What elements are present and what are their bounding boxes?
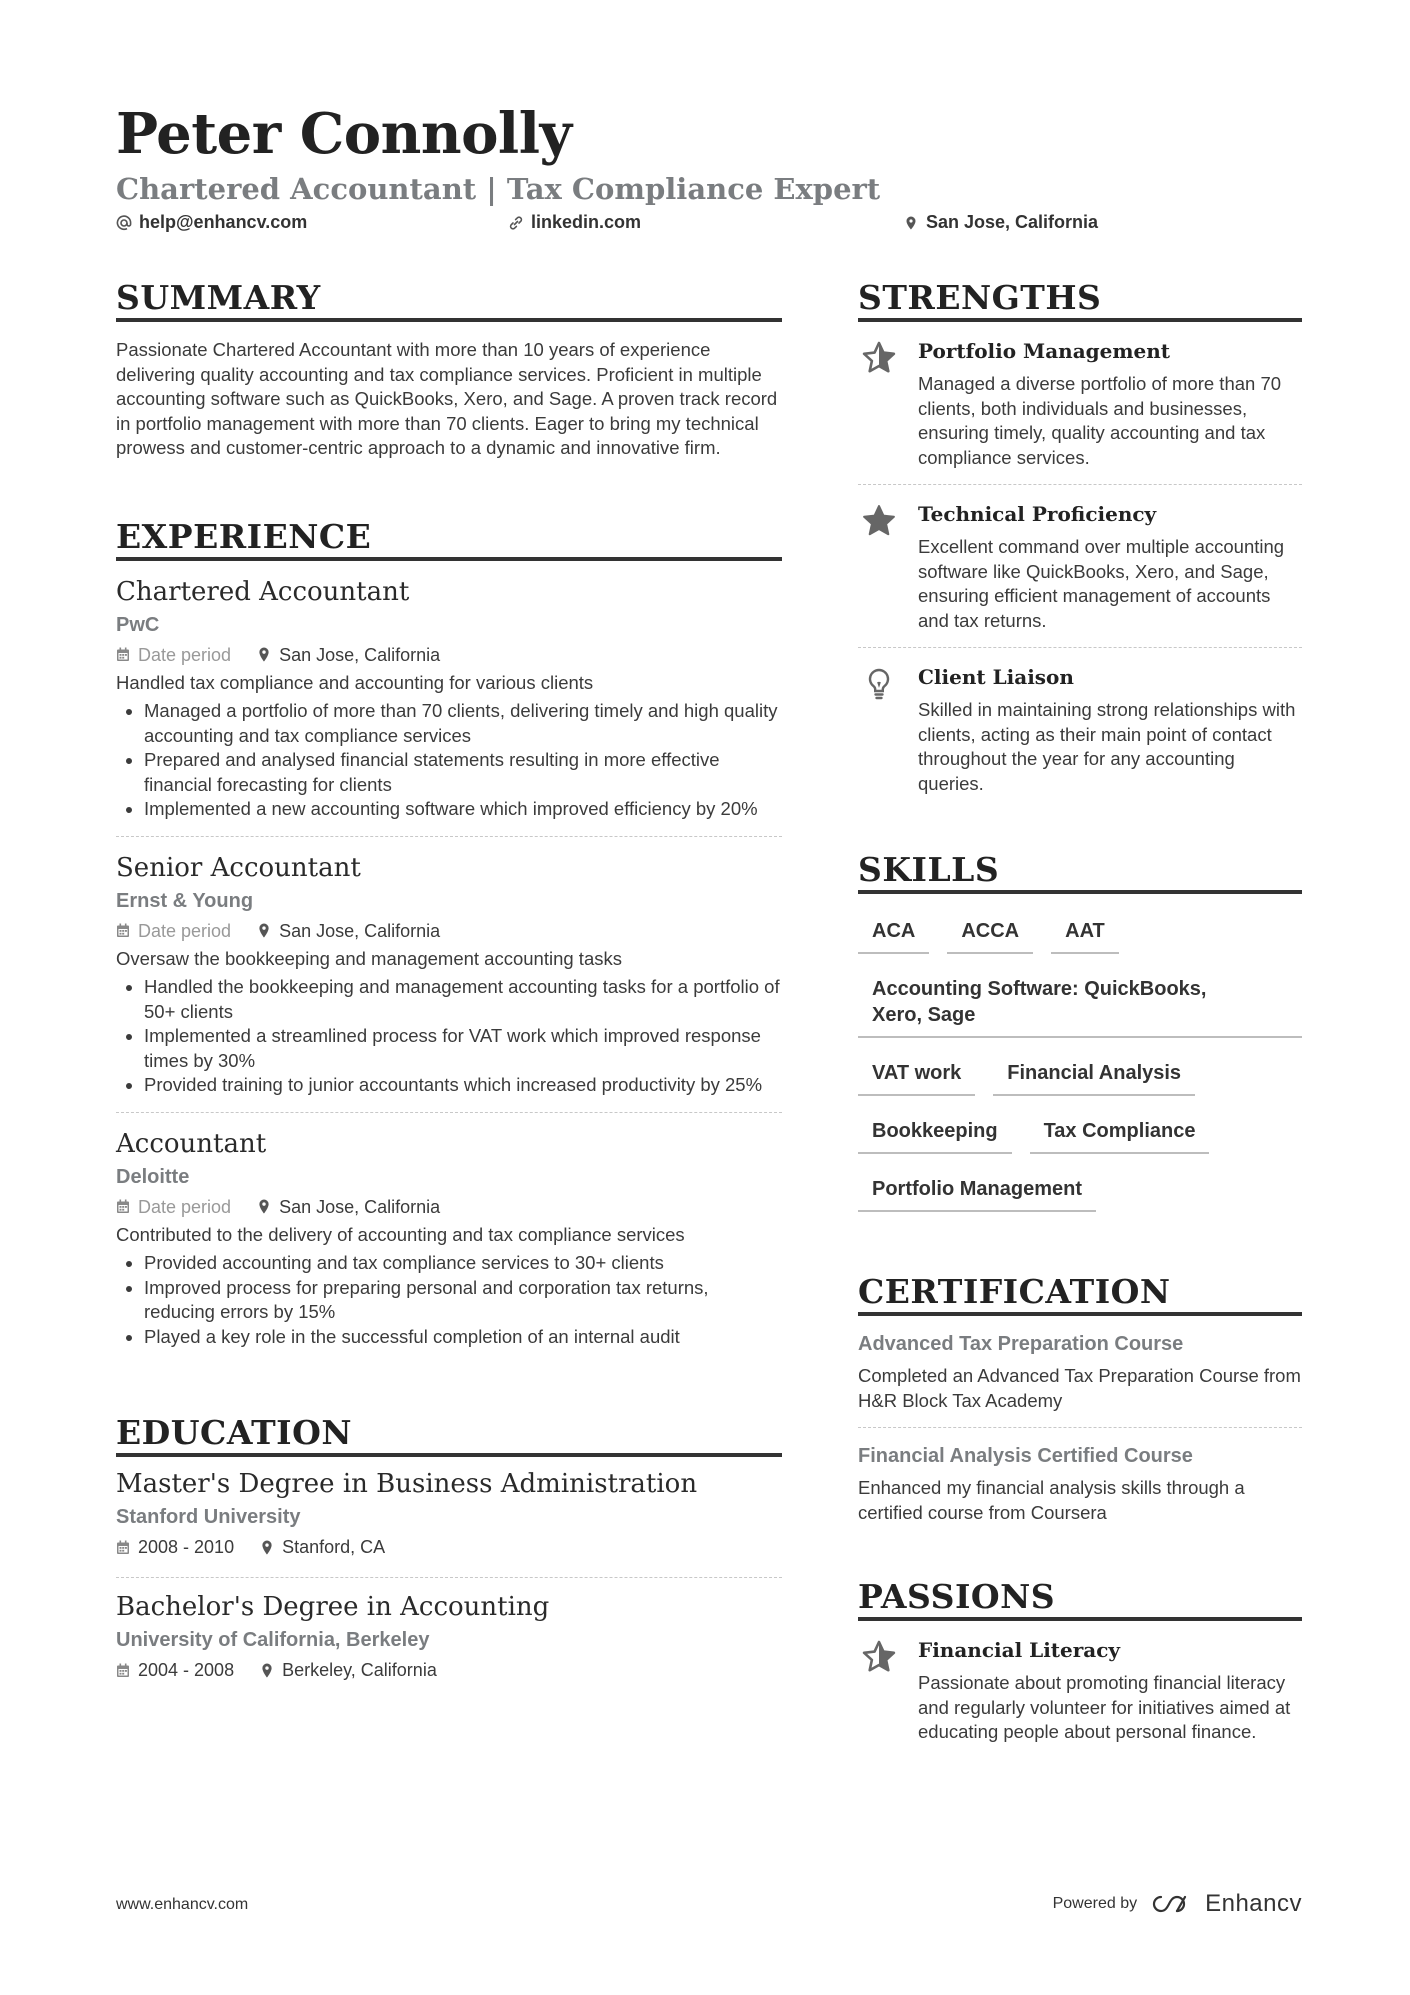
powered-by-label: Powered by: [1052, 1895, 1138, 1912]
skill-tag: Accounting Software: QuickBooks, Xero, Sage: [858, 962, 1302, 1038]
at-icon: [116, 215, 132, 231]
calendar-icon: [116, 647, 130, 662]
calendar-icon: [116, 1663, 130, 1678]
passion-title: Financial Literacy: [918, 1638, 1121, 1662]
certification-title: Advanced Tax Preparation Course: [858, 1333, 1184, 1355]
certification-text: Completed an Advanced Tax Preparation Course from H&R Block Tax Academy: [858, 1365, 1301, 1411]
calendar-icon: [116, 923, 130, 938]
company-name: Ernst & Young: [116, 889, 254, 912]
footer-site-link[interactable]: www.enhancv.com: [116, 1896, 249, 1913]
location-pin-icon: [260, 1663, 274, 1678]
job-bullet: • Provided training to junior accountants which increased productivity by 25%: [144, 1073, 782, 1098]
calendar-icon: [116, 1540, 130, 1555]
strength-title: Client Liaison: [918, 665, 1074, 689]
job-bullets: [116, 975, 782, 1098]
section-heading: SUMMARY: [116, 278, 782, 322]
location-pin-icon: [260, 1540, 274, 1555]
job-bullet: • Implemented a new accounting software which improved efficiency by 20%: [144, 797, 782, 822]
contact-email[interactable]: [116, 212, 307, 233]
job-location: San Jose, California: [279, 920, 441, 941]
education-meta: [116, 1535, 782, 1559]
job-location: San Jose, California: [279, 644, 441, 665]
enhancv-logo-icon: [1151, 1893, 1197, 1915]
experience-entry: [116, 561, 782, 837]
education-list: [116, 1457, 782, 1700]
passion-item: [858, 1621, 1302, 1759]
job-bullet: • Improved process for preparing personal and corporation tax returns, reducing errors by 15%: [144, 1276, 782, 1325]
calendar-icon: [116, 1199, 130, 1214]
location-pin-icon: [257, 647, 271, 662]
linkedin-text: linkedin.com: [531, 212, 642, 232]
job-description: Oversaw the bookkeeping and management accounting tasks: [116, 947, 622, 969]
skill-tag: ACCA: [947, 904, 1033, 954]
passion-text: Passionate about promoting financial literacy and regularly volunteer for initiatives aimed at educating people about personal finance.: [918, 1672, 1291, 1742]
location-pin-icon: [257, 923, 271, 938]
education-date: 2004 - 2008: [138, 1660, 235, 1680]
enhancv-logo[interactable]: [1151, 1890, 1302, 1918]
email-text: help@enhancv.com: [139, 212, 308, 232]
job-bullets: [116, 699, 782, 822]
summary-text: Passionate Chartered Accountant with more than 10 years of experience delivering quality accounting and tax compliance services. Proficient in multiple accounting software such as QuickBooks, Xero, and Sage. A proven track record in portfolio management with more than 70 clients. Eager to bring my technical prowess and customer-centric approach to a dynamic and innovative firm.: [116, 339, 778, 458]
experience-entry: [116, 1113, 782, 1364]
location-pin-icon: [903, 215, 919, 231]
job-bullet: • Provided accounting and tax compliance services to 30+ clients: [144, 1251, 782, 1276]
certification-title: Financial Analysis Certified Course: [858, 1445, 1193, 1467]
section-heading: CERTIFICATION: [858, 1272, 1302, 1316]
degree-name: Master's Degree in Business Administration: [116, 1469, 698, 1499]
star-outline-icon: [861, 340, 897, 376]
job-location: San Jose, California: [279, 1196, 441, 1217]
strengths-section: [858, 278, 1302, 810]
job-description: Contributed to the delivery of accounting and tax compliance services: [116, 1223, 685, 1245]
job-bullet: • Managed a portfolio of more than 70 clients, delivering timely and high quality accounting and tax compliance services: [144, 699, 782, 748]
job-role: Chartered Accountant: [116, 576, 410, 607]
skill-tag: Portfolio Management: [858, 1162, 1096, 1212]
education-entry: [116, 1578, 782, 1700]
skills-list: [858, 904, 1302, 1220]
link-icon: [508, 215, 524, 231]
lightbulb-icon: [861, 666, 897, 702]
strength-item: [858, 322, 1302, 485]
education-entry: [116, 1457, 782, 1578]
education-location: Stanford, CA: [282, 1537, 386, 1557]
contact-linkedin[interactable]: [508, 212, 641, 233]
job-role: Senior Accountant: [116, 852, 361, 883]
job-role: Accountant: [116, 1128, 267, 1159]
job-meta: [116, 643, 782, 667]
strength-title: Portfolio Management: [918, 339, 1171, 363]
school-name: Stanford University: [116, 1506, 301, 1528]
candidate-title: Chartered Accountant | Tax Compliance Expert: [116, 172, 881, 206]
job-bullet: • Played a key role in the successful completion of an internal audit: [144, 1325, 782, 1350]
strength-text: Managed a diverse portfolio of more than 70 clients, both individuals and businesses, ensuring timely, quality accounting and tax compliance services.: [918, 373, 1282, 468]
star-filled-icon: [861, 503, 897, 539]
job-bullets: [116, 1251, 782, 1349]
job-meta: [116, 919, 782, 943]
job-bullet: • Implemented a streamlined process for VAT work which improved response times by 30%: [144, 1024, 782, 1073]
job-date: Date period: [138, 920, 232, 941]
section-heading: SKILLS: [858, 850, 1302, 894]
location-pin-icon: [257, 1199, 271, 1214]
strength-title: Technical Proficiency: [918, 502, 1157, 526]
skill-tag: AAT: [1051, 904, 1119, 954]
experience-list: [116, 561, 782, 1364]
strength-text: Excellent command over multiple accounting software like QuickBooks, Xero, and Sage, ensuring efficient management of accounts and tax returns.: [918, 536, 1285, 631]
section-heading: EXPERIENCE: [116, 517, 782, 561]
education-location: Berkeley, California: [282, 1660, 437, 1680]
skill-tag: Bookkeeping: [858, 1104, 1012, 1154]
skills-section: [858, 850, 1302, 1220]
degree-name: Bachelor's Degree in Accounting: [116, 1592, 550, 1622]
passions-section: [858, 1577, 1302, 1759]
job-bullet: • Prepared and analysed financial statements resulting in more effective financial forecasting for clients: [144, 748, 782, 797]
skill-tag: Tax Compliance: [1030, 1104, 1210, 1154]
contact-row: [116, 212, 1316, 238]
strength-text: Skilled in maintaining strong relationships with clients, acting as their main point of contact throughout the year for any accounting queries.: [918, 699, 1296, 794]
certification-item: [858, 1316, 1302, 1428]
job-date: Date period: [138, 1196, 232, 1217]
skill-tag: Financial Analysis: [993, 1046, 1195, 1096]
school-name: University of California, Berkeley: [116, 1629, 430, 1651]
strength-item: [858, 648, 1302, 810]
right-column: [858, 278, 1302, 1809]
strength-item: [858, 485, 1302, 648]
section-heading: STRENGTHS: [858, 278, 1302, 322]
skill-tag: ACA: [858, 904, 929, 954]
experience-section: [116, 517, 782, 1364]
skill-tag: VAT work: [858, 1046, 975, 1096]
brand-name: Enhancv: [1205, 1890, 1302, 1917]
candidate-name: Peter Connolly: [116, 101, 572, 167]
experience-entry: [116, 837, 782, 1113]
job-bullet: • Handled the bookkeeping and management accounting tasks for a portfolio of 50+ clients: [144, 975, 782, 1024]
powered-by: [1053, 1890, 1302, 1918]
education-date: 2008 - 2010: [138, 1537, 235, 1557]
education-section: [116, 1413, 782, 1700]
left-column: [116, 278, 782, 1750]
job-meta: [116, 1195, 782, 1219]
location-text: San Jose, California: [926, 212, 1099, 232]
education-meta: [116, 1658, 782, 1682]
job-date: Date period: [138, 644, 232, 665]
contact-location: [903, 212, 1098, 233]
company-name: PwC: [116, 613, 160, 636]
company-name: Deloitte: [116, 1165, 190, 1188]
footer: [116, 1890, 1302, 1920]
star-outline-icon: [861, 1639, 897, 1675]
section-heading: EDUCATION: [116, 1413, 782, 1457]
summary-section: [116, 278, 782, 461]
section-heading: PASSIONS: [858, 1577, 1302, 1621]
job-description: Handled tax compliance and accounting for various clients: [116, 671, 594, 693]
certification-section: [858, 1272, 1302, 1539]
certification-text: Enhanced my financial analysis skills through a certified course from Coursera: [858, 1477, 1245, 1523]
certification-item: [858, 1428, 1302, 1539]
resume-header: [116, 98, 1316, 238]
